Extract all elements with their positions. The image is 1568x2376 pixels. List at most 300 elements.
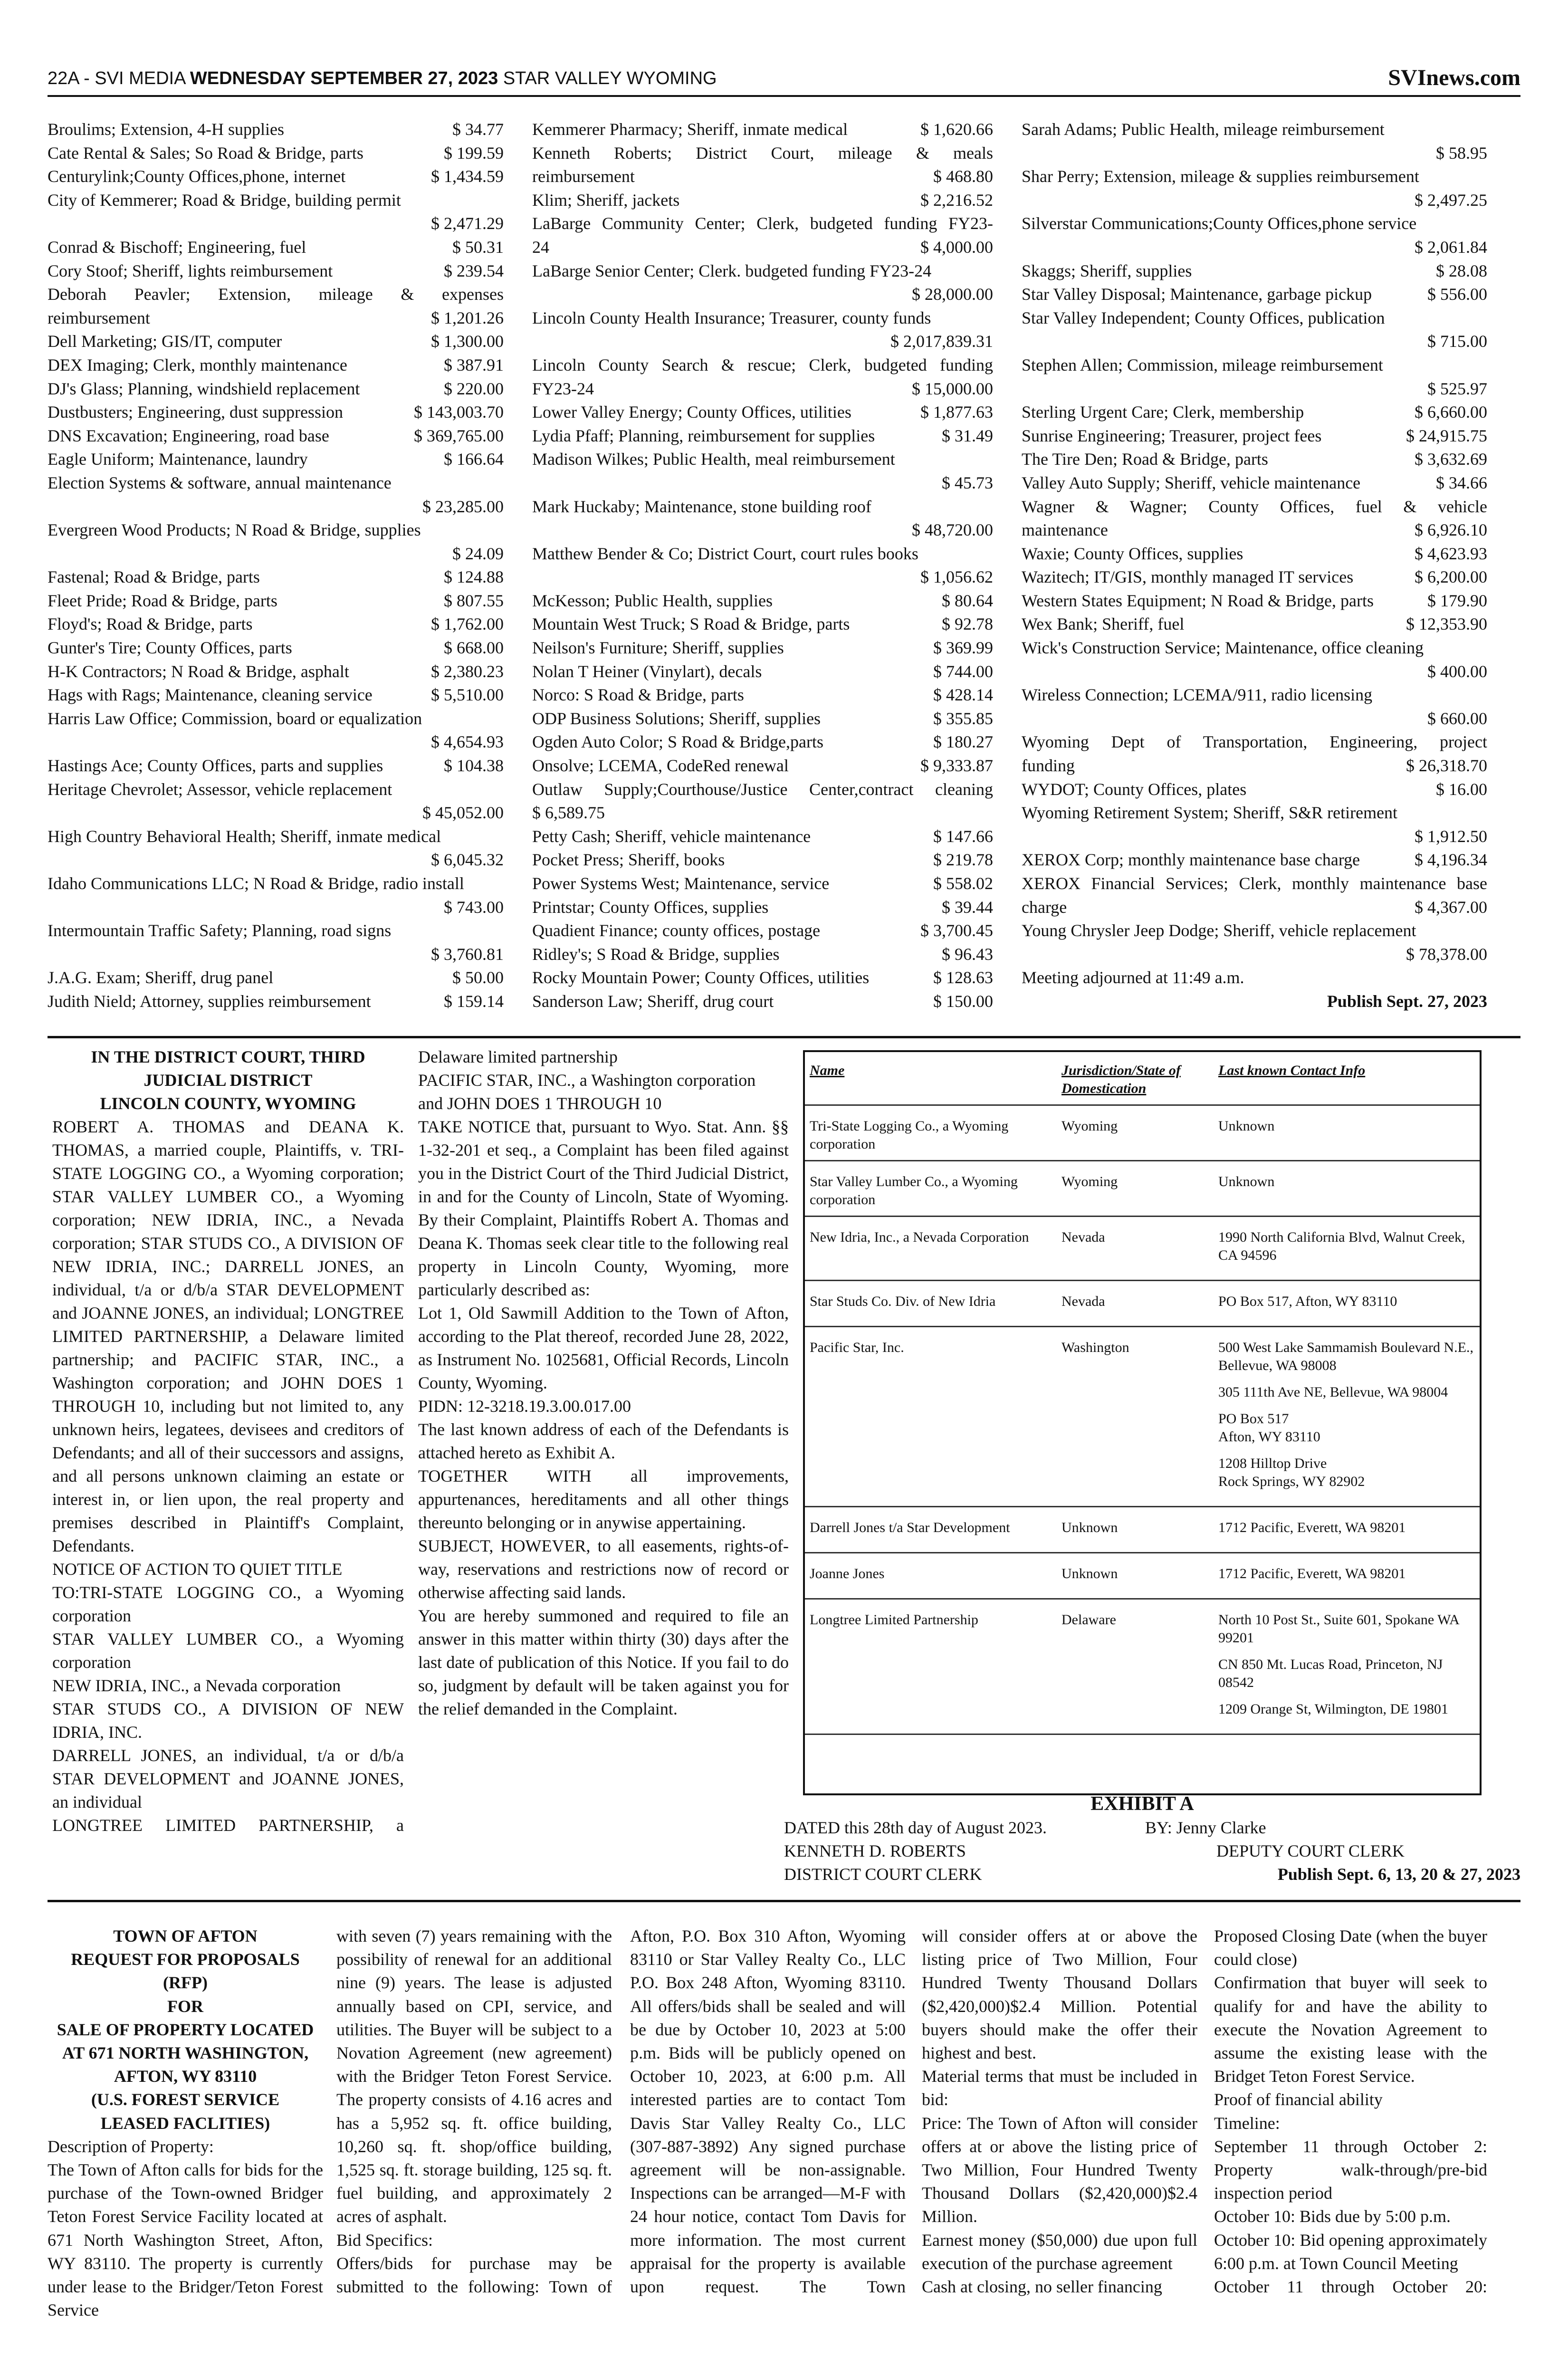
rfp-paragraph: will consider offers at or above the listing price of Two Million, Four Hundred Twenty Thousand Dollars ($2,420,000)$2.4 Million. Potential buyers should make the offer their highest and best. bbox=[922, 1926, 1197, 2063]
court-paragraph: Delaware limited partnership bbox=[418, 1047, 618, 1066]
rfp-paragraph: Proof of financial ability bbox=[1214, 2090, 1383, 2109]
bill-entry bbox=[532, 636, 993, 660]
bill-entry-amount: $ 28.08 bbox=[1436, 261, 1487, 280]
bill-entry-amount: $ 50.00 bbox=[452, 968, 504, 987]
bill-entry-text: DNS Excavation; Engineering, road base bbox=[48, 426, 329, 445]
contact-address: 1712 Pacific, Everett, WA 98201 bbox=[1218, 1566, 1406, 1581]
bill-entry-amount: $ 525.97 bbox=[1427, 379, 1487, 398]
site-name[interactable]: SVInews.com bbox=[1388, 65, 1520, 90]
exhibit-header-contact: Last known Contact Info bbox=[1214, 1052, 1480, 1105]
bill-entry-text: Outlaw Supply;Courthouse/Justice Center,contract cleaning bbox=[532, 779, 993, 799]
bill-entry-text: High Country Behavioral Health; Sheriff, inmate medical bbox=[48, 826, 441, 846]
bill-entry-text: McKesson; Public Health, supplies bbox=[532, 591, 773, 610]
bill-entry-text: Sterling Urgent Care; Clerk, membership bbox=[1022, 402, 1304, 422]
bill-entry-text: Matthew Bender & Co; District Court, court rules books bbox=[532, 544, 918, 563]
bill-entry-amount: $ 166.64 bbox=[444, 450, 504, 469]
bill-entry-text: Wazitech; IT/GIS, monthly managed IT services bbox=[1022, 567, 1354, 587]
court-paragraph: and JOHN DOES 1 THROUGH 10 bbox=[418, 1094, 662, 1113]
bill-entry-amount: $ 2,497.25 bbox=[1415, 190, 1487, 210]
bill-entry bbox=[1022, 778, 1487, 802]
bill-entry-amount: $ 4,654.93 bbox=[431, 732, 504, 752]
bill-entry-amount: $ 807.55 bbox=[444, 591, 504, 610]
bill-entry bbox=[532, 377, 993, 401]
bill-entry bbox=[48, 259, 504, 283]
bill-entry-text: Wireless Connection; LCEMA/911, radio licensing bbox=[1022, 685, 1373, 705]
header-dateline bbox=[48, 68, 717, 89]
court-heading-line: JUDICIAL DISTRICT bbox=[143, 1071, 313, 1090]
bill-entry-text: Fleet Pride; Road & Bridge, parts bbox=[48, 591, 277, 610]
rfp-paragraph: September 11 through October 2: Property walk-through/pre-bid inspection period bbox=[1214, 2136, 1487, 2203]
bill-entry-text: Sunrise Engineering; Treasurer, project fees bbox=[1022, 426, 1322, 445]
bill-entry-text: Western States Equipment; N Road & Bridge, parts bbox=[1022, 591, 1374, 610]
bill-entry-amount: $ 6,660.00 bbox=[1415, 402, 1487, 422]
bill-entry-text: J.A.G. Exam; Sheriff, drug panel bbox=[48, 968, 274, 987]
exhibit-cell-contact bbox=[1214, 1507, 1480, 1553]
bill-entry-text: Deborah Peavler; Extension, mileage & expenses bbox=[48, 285, 504, 304]
bill-entry bbox=[532, 589, 993, 613]
bill-entry-amount: $ 5,510.00 bbox=[431, 685, 504, 705]
court-paragraph: TO:TRI-STATE LOGGING CO., a Wyoming corporation bbox=[52, 1583, 404, 1625]
rfp-paragraph: Offers/bids for purchase may be submitted to the following: Town of bbox=[336, 2253, 612, 2297]
bill-entry-amount: $ 239.54 bbox=[444, 261, 504, 280]
bill-entry bbox=[48, 424, 504, 448]
bill-entry bbox=[48, 354, 504, 377]
bill-entry bbox=[48, 613, 504, 636]
bill-entry-amount: $ 58.95 bbox=[1436, 143, 1487, 163]
bill-entry-text: Ogden Auto Color; S Road & Bridge,parts bbox=[532, 732, 823, 752]
bill-entry-text: Petty Cash; Sheriff, vehicle maintenance bbox=[532, 826, 811, 846]
rfp-heading-line: LEASED FACLITIES) bbox=[100, 2113, 270, 2133]
bills-publish-line: Publish Sept. 27, 2023 bbox=[1327, 991, 1487, 1011]
exhibit-cell-contact bbox=[1214, 1105, 1480, 1161]
bill-entry bbox=[1022, 896, 1487, 920]
bill-entry-amount: $ 80.64 bbox=[942, 591, 993, 610]
bill-entry bbox=[532, 424, 993, 448]
bill-entry-text: Broulims; Extension, 4-H supplies bbox=[48, 120, 284, 139]
contact-address: 1712 Pacific, Everett, WA 98201 bbox=[1218, 1520, 1406, 1535]
bill-entry bbox=[532, 754, 993, 778]
rfp-paragraph: October 11 through October 20: bbox=[1214, 2277, 1487, 2297]
bill-entry bbox=[48, 330, 504, 354]
bill-entry bbox=[532, 896, 993, 920]
bill-entry-amount: $ 16.00 bbox=[1436, 779, 1487, 799]
court-paragraph: The last known address of each of the Defendants is attached hereto as Exhibit A. bbox=[418, 1420, 789, 1462]
bill-entry-amount: $ 3,632.69 bbox=[1415, 450, 1487, 469]
exhibit-cell-contact bbox=[1214, 1281, 1480, 1327]
bill-entry-text: The Tire Den; Road & Bridge, parts bbox=[1022, 450, 1268, 469]
section-divider bbox=[48, 1036, 1520, 1038]
bill-entry bbox=[532, 990, 993, 1014]
bill-entry-text: Young Chrysler Jeep Dodge; Sheriff, vehicle replacement bbox=[1022, 921, 1416, 940]
bill-entry-amount: $ 387.91 bbox=[444, 355, 504, 374]
rfp-paragraph: Earnest money ($50,000) due upon full execution of the purchase agreement bbox=[922, 2230, 1197, 2273]
bill-entry bbox=[1022, 589, 1487, 613]
bill-entry bbox=[1022, 518, 1487, 542]
bill-entry-amount: $ 23,285.00 bbox=[422, 497, 504, 516]
bill-entry-text: ODP Business Solutions; Sheriff, supplies bbox=[532, 709, 821, 728]
bill-entry-text: Quadient Finance; county offices, postage bbox=[532, 921, 821, 940]
bill-entry-amount: $ 4,196.34 bbox=[1415, 850, 1487, 870]
exhibit-cell-state: Delaware bbox=[1057, 1599, 1214, 1734]
exhibit-cell-state: Nevada bbox=[1057, 1281, 1214, 1327]
bill-entry-amount: $ 147.66 bbox=[933, 826, 993, 846]
bill-entry-amount: $ 159.14 bbox=[444, 991, 504, 1011]
bill-entry-amount: $ 2,380.23 bbox=[431, 661, 504, 681]
exhibit-cell-name: Tri-State Logging Co., a Wyoming corporation bbox=[805, 1105, 1057, 1161]
contact-address: CN 850 Mt. Lucas Road, Princeton, NJ 08542 bbox=[1218, 1657, 1443, 1690]
rfp-paragraph: Description of Property: bbox=[48, 2136, 214, 2156]
bill-entry bbox=[532, 919, 993, 943]
bill-entry-amount: $ 1,762.00 bbox=[431, 614, 504, 634]
location: STAR VALLEY WYOMING bbox=[498, 68, 717, 88]
bill-entry-text: Gunter's Tire; County Offices, parts bbox=[48, 638, 292, 658]
bill-entry-text: XEROX Financial Services; Clerk, monthly maintenance base bbox=[1022, 874, 1487, 893]
bill-entry-amount: $ 220.00 bbox=[444, 379, 504, 398]
bill-entry-text: Evergreen Wood Products; N Road & Bridge, supplies bbox=[48, 520, 421, 540]
exhibit-cell-name: Star Studs Co. Div. of New Idria bbox=[805, 1281, 1057, 1327]
contact-address: Unknown bbox=[1218, 1174, 1275, 1189]
bill-entry bbox=[1022, 848, 1487, 872]
bill-entry-text: Dustbusters; Engineering, dust suppression bbox=[48, 402, 343, 422]
bill-entry bbox=[48, 683, 504, 707]
court-paragraph: DARRELL JONES, an individual, t/a or d/b/a STAR DEVELOPMENT and JOANNE JONES, an individual bbox=[52, 1746, 404, 1811]
bill-entry-amount: $ 1,620.66 bbox=[920, 120, 993, 139]
bill-entry-text: Valley Auto Supply; Sheriff, vehicle maintenance bbox=[1022, 473, 1361, 492]
bill-entry-amount: $ 1,434.59 bbox=[431, 167, 504, 186]
bill-entry-text: Onsolve; LCEMA, CodeRed renewal bbox=[532, 756, 789, 776]
bill-entry bbox=[532, 683, 993, 707]
clerk-name: KENNETH D. ROBERTS bbox=[784, 1841, 966, 1860]
bill-entry bbox=[48, 118, 504, 142]
exhibit-cell-state: Unknown bbox=[1057, 1507, 1214, 1553]
rfp-paragraph: Proposed Closing Date (when the buyer could close) bbox=[1214, 1926, 1487, 1969]
bill-entry-text: Centurylink;County Offices,phone, internet bbox=[48, 167, 346, 186]
bill-entry-amount: $ 1,877.63 bbox=[920, 402, 993, 422]
bill-entry-amount: $ 104.38 bbox=[444, 756, 504, 776]
exhibit-table bbox=[805, 1052, 1480, 1735]
bill-entry-text: Lincoln County Health Insurance; Treasurer, county funds bbox=[532, 308, 931, 327]
bill-entry-amount: $ 558.02 bbox=[933, 874, 993, 893]
court-paragraph: PACIFIC STAR, INC., a Washington corporation bbox=[418, 1071, 756, 1090]
bill-entry-text: Cate Rental & Sales; So Road & Bridge, parts bbox=[48, 143, 363, 163]
bill-entry-amount: $ 34.66 bbox=[1436, 473, 1487, 492]
exhibit-cell-name: Star Valley Lumber Co., a Wyoming corporation bbox=[805, 1161, 1057, 1217]
bill-entry-text: Wyoming Dept of Transportation, Engineering, project bbox=[1022, 732, 1487, 752]
rfp-paragraph: Price: The Town of Afton will consider offers at or above the listing price of Two Million, Four Hundred Twenty Thousand Dollars ($2,420,000)$2.4 Million. bbox=[922, 2113, 1197, 2226]
court-paragraph: LONGTREE LIMITED PARTNERSHIP, a bbox=[52, 1816, 404, 1835]
rfp-paragraph: The Town of Afton calls for bids for the purchase of the Town-owned Bridger Teton Forest Service Facility located at 671 North Washington Street, Afton, WY 83110. The property is currently under lease to the Bridger/Teton Forest Service bbox=[48, 2160, 323, 2320]
bill-entry-text: Conrad & Bischoff; Engineering, fuel bbox=[48, 237, 306, 257]
contact-address: 1209 Orange St, Wilmington, DE 19801 bbox=[1218, 1701, 1449, 1717]
bill-entry bbox=[1022, 424, 1487, 448]
court-paragraph: ROBERT A. THOMAS and DEANA K. THOMAS, a married couple, Plaintiffs, v. TRI-STATE LOGGING CO., a Wyoming corporation; STAR VALLEY LUMBER CO., a Wyoming corporation; NEW IDRIA, INC., a Nevada corporation; STAR STUDS CO., A DIVISION OF NEW IDRIA, INC.; DARRELL JONES, an individual, t/a or d/b/a STAR DEVELOPMENT and JOANNE JONES, an individual; LONGTREE LIMITED PARTNERSHIP, a Delaware limited partnership; and PACIFIC STAR, INC., a Washington corporation; and JOHN DOES 1 THROUGH 10, including but not limited to, any unknown heirs, legatees, devisees and creditors of Defendants; and all of their successors and assigns, and all persons unknown claiming an estate or interest in, or lien upon, the real property and premises described in Plaintiff's Complaint, Defendants. bbox=[52, 1117, 404, 1555]
bill-entry-text: Wyoming Retirement System; Sheriff, S&R retirement bbox=[1022, 803, 1398, 823]
exhibit-cell-contact bbox=[1214, 1161, 1480, 1217]
rfp-column-5 bbox=[1214, 1925, 1487, 2299]
bill-entry bbox=[48, 448, 504, 471]
bill-entry-text: H-K Contractors; N Road & Bridge, asphalt bbox=[48, 661, 349, 681]
bill-entry-amount: $ 668.00 bbox=[444, 638, 504, 658]
rfp-paragraph: Material terms that must be included in bid: bbox=[922, 2067, 1197, 2109]
court-heading-line: LINCOLN COUNTY, WYOMING bbox=[100, 1094, 356, 1113]
bill-entry-amount: $ 2,061.84 bbox=[1415, 237, 1487, 257]
bill-entry-text: Harris Law Office; Commission, board or equalization bbox=[48, 709, 422, 728]
bill-entry-amount: $ 2,471.29 bbox=[431, 214, 504, 233]
bill-entry-text: LaBarge Community Center; Clerk, budgeted funding FY23- bbox=[532, 214, 993, 233]
bill-entry-amount: $ 556.00 bbox=[1427, 285, 1487, 304]
bills-column-3-list bbox=[1022, 118, 1487, 966]
rfp-heading-line: AFTON, WY 83110 bbox=[114, 2067, 257, 2086]
bill-entry-text: Mountain West Truck; S Road & Bridge, parts bbox=[532, 614, 850, 634]
bill-entry-text: Nolan T Heiner (Vinylart), decals bbox=[532, 661, 762, 681]
bill-entry-text: Heritage Chevrolet; Assessor, vehicle replacement bbox=[48, 779, 392, 799]
bill-entry bbox=[48, 589, 504, 613]
bill-entry-text: Election Systems & software, annual maintenance bbox=[48, 473, 392, 492]
contact-address: Unknown bbox=[1218, 1118, 1275, 1134]
bill-entry-amount: $ 34.77 bbox=[452, 120, 504, 139]
exhibit-rows bbox=[805, 1105, 1480, 1734]
bill-entry bbox=[48, 565, 504, 589]
section-divider bbox=[48, 1900, 1520, 1902]
bill-entry bbox=[1022, 613, 1487, 636]
bill-entry-text: DEX Imaging; Clerk, monthly maintenance bbox=[48, 355, 347, 374]
rfp-paragraph: October 10: Bid opening approximately 6:00 p.m. at Town Council Meeting bbox=[1214, 2230, 1487, 2273]
bill-entry-text: Idaho Communications LLC; N Road & Bridge, radio install bbox=[48, 874, 464, 893]
bill-entry-amount: $ 3,700.45 bbox=[920, 921, 993, 940]
bill-entry bbox=[532, 236, 993, 259]
rfp-column-2 bbox=[336, 1925, 612, 2299]
rfp-column-1 bbox=[48, 1925, 323, 2322]
bill-entry-text: Pocket Press; Sheriff, books bbox=[532, 850, 725, 870]
bill-entry-text: Shar Perry; Extension, mileage & supplies reimbursement bbox=[1022, 167, 1419, 186]
bill-entry bbox=[532, 613, 993, 636]
rfp-column-3 bbox=[630, 1925, 906, 2299]
exhibit-cell-contact bbox=[1214, 1553, 1480, 1599]
bill-entry-text: Klim; Sheriff, jackets bbox=[532, 190, 680, 210]
bill-entry-text: Sarah Adams; Public Health, mileage reimbursement bbox=[1022, 120, 1385, 139]
bill-entry-amount: $ 744.00 bbox=[933, 661, 993, 681]
bill-entry-amount: $ 45,052.00 bbox=[422, 803, 504, 823]
bill-entry-text: Judith Nield; Attorney, supplies reimbursement bbox=[48, 991, 371, 1011]
bill-entry-text: Star Valley Disposal; Maintenance, garbage pickup bbox=[1022, 285, 1372, 304]
bill-entry-text: reimbursement bbox=[532, 167, 635, 186]
court-notice-column-1 bbox=[52, 1045, 404, 1837]
bill-entry-text: Lincoln County Search & rescue; Clerk, budgeted funding bbox=[532, 355, 993, 374]
bill-entry-amount: $ 150.00 bbox=[933, 991, 993, 1011]
court-paragraph: You are hereby summoned and required to file an answer in this matter within thirty (30) days after the last date of publication of this Notice. If you fail to do so, judgment by default will be taken against you for the relief demanded in the Complaint. bbox=[418, 1606, 789, 1718]
bill-entry bbox=[1022, 565, 1487, 589]
court-publish-line: Publish Sept. 6, 13, 20 & 27, 2023 bbox=[1277, 1865, 1520, 1884]
bill-entry-text: Neilson's Furniture; Sheriff, supplies bbox=[532, 638, 784, 658]
bill-entry bbox=[48, 401, 504, 424]
rfp-paragraph: Cash at closing, no seller financing bbox=[922, 2277, 1162, 2297]
exhibit-cell-state: Wyoming bbox=[1057, 1161, 1214, 1217]
bill-entry-amount: $ 6,045.32 bbox=[431, 850, 504, 870]
exhibit-row bbox=[805, 1161, 1480, 1217]
court-paragraph: NOTICE OF ACTION TO QUIET TITLE bbox=[52, 1560, 343, 1579]
dated-line: DATED this 28th day of August 2023. bbox=[784, 1818, 1047, 1837]
bill-entry-text: $ 6,589.75 bbox=[532, 803, 605, 823]
bill-entry bbox=[48, 966, 504, 990]
bill-entry-amount: $ 2,216.52 bbox=[920, 190, 993, 210]
bill-entry-text: Skaggs; Sheriff, supplies bbox=[1022, 261, 1192, 280]
bill-entry-text: Waxie; County Offices, supplies bbox=[1022, 544, 1243, 563]
exhibit-cell-state: Nevada bbox=[1057, 1217, 1214, 1281]
court-paragraph: NEW IDRIA, INC., a Nevada corporation bbox=[52, 1676, 341, 1695]
bills-column-2 bbox=[532, 118, 993, 1014]
exhibit-cell-name: Darrell Jones t/a Star Development bbox=[805, 1507, 1057, 1553]
bill-entry-text: funding bbox=[1022, 756, 1075, 776]
contact-address: 1208 Hilltop Drive Rock Springs, WY 82902 bbox=[1218, 1456, 1365, 1489]
bill-entry bbox=[532, 848, 993, 872]
bill-entry-amount: $ 48,720.00 bbox=[912, 520, 993, 540]
bill-entry-amount: $ 743.00 bbox=[444, 897, 504, 917]
exhibit-row bbox=[805, 1327, 1480, 1507]
bill-entry-amount: $ 369.99 bbox=[933, 638, 993, 658]
bill-entry-text: Wick's Construction Service; Maintenance, office cleaning bbox=[1022, 638, 1424, 658]
exhibit-cell-name: Longtree Limited Partnership bbox=[805, 1599, 1057, 1734]
bill-entry-text: Kenneth Roberts; District Court, mileage & meals bbox=[532, 143, 993, 163]
bill-entry-amount: $ 6,200.00 bbox=[1415, 567, 1487, 587]
exhibit-header-name: Name bbox=[805, 1052, 1057, 1105]
bill-entry-amount: $ 468.80 bbox=[933, 167, 993, 186]
bill-entry-text: Lower Valley Energy; County Offices, utilities bbox=[532, 402, 851, 422]
rfp-heading-line: (U.S. FOREST SERVICE bbox=[91, 2090, 280, 2109]
meeting-adjourned: Meeting adjourned at 11:49 a.m. bbox=[1022, 968, 1244, 987]
rfp-heading-line: FOR bbox=[167, 1996, 203, 2016]
exhibit-row bbox=[805, 1599, 1480, 1734]
bill-entry-amount: $ 9,333.87 bbox=[920, 756, 993, 776]
bill-entry-amount: $ 128.63 bbox=[933, 968, 993, 987]
bill-entry bbox=[532, 118, 993, 142]
bill-entry-text: Printstar; County Offices, supplies bbox=[532, 897, 769, 917]
bill-entry-text: Wex Bank; Sheriff, fuel bbox=[1022, 614, 1185, 634]
exhibit-title: EXHIBIT A bbox=[1090, 1793, 1194, 1815]
exhibit-cell-name: Joanne Jones bbox=[805, 1553, 1057, 1599]
bill-entry bbox=[532, 966, 993, 990]
bill-entry-text: Hags with Rags; Maintenance, cleaning service bbox=[48, 685, 373, 705]
bill-entry bbox=[532, 872, 993, 896]
bill-entry-amount: $ 31.49 bbox=[942, 426, 993, 445]
bill-entry bbox=[48, 636, 504, 660]
bill-entry-text: LaBarge Senior Center; Clerk. budgeted funding FY23-24 bbox=[532, 261, 932, 280]
bill-entry bbox=[1022, 401, 1487, 424]
bill-entry bbox=[532, 165, 993, 189]
bill-entry bbox=[532, 801, 993, 825]
bill-entry-amount: $ 4,367.00 bbox=[1415, 897, 1487, 917]
rfp-heading-line: AT 671 NORTH WASHINGTON, bbox=[62, 2043, 309, 2063]
bill-entry-text: Sanderson Law; Sheriff, drug court bbox=[532, 991, 774, 1011]
bill-entry bbox=[532, 660, 993, 684]
bill-entry bbox=[1022, 471, 1487, 495]
contact-address: PO Box 517, Afton, WY 83110 bbox=[1218, 1293, 1397, 1309]
bill-entry bbox=[48, 307, 504, 330]
bill-entry bbox=[48, 165, 504, 189]
bill-entry-text: Floyd's; Road & Bridge, parts bbox=[48, 614, 253, 634]
court-paragraph: STAR STUDS CO., A DIVISION OF NEW IDRIA, INC. bbox=[52, 1699, 404, 1742]
bill-entry-text: Stephen Allen; Commission, mileage reimbursement bbox=[1022, 355, 1383, 374]
bill-entry-text: Eagle Uniform; Maintenance, laundry bbox=[48, 450, 308, 469]
bill-entry-amount: $ 1,201.26 bbox=[431, 308, 504, 327]
contact-address: North 10 Post St., Suite 601, Spokane WA 99201 bbox=[1218, 1612, 1459, 1646]
bill-entry-amount: $ 179.90 bbox=[1427, 591, 1487, 610]
bill-entry-amount: $ 428.14 bbox=[933, 685, 993, 705]
bill-entry bbox=[1022, 754, 1487, 778]
court-paragraph: Lot 1, Old Sawmill Addition to the Town of Afton, according to the Plat thereof, recorded June 28, 2022, as Instrument No. 1025681, Official Records, Lincoln County, Wyoming. bbox=[418, 1303, 789, 1392]
rfp-heading-line: SALE OF PROPERTY LOCATED bbox=[57, 2020, 314, 2039]
exhibit-row bbox=[805, 1553, 1480, 1599]
bill-entry-text: Fastenal; Road & Bridge, parts bbox=[48, 567, 260, 587]
court-paragraph: TAKE NOTICE that, pursuant to Wyo. Stat. Ann. §§ 1-32-201 et seq., a Complaint has been filed against you in the District Court of the Third Judicial District, in and for the County of Lincoln, State of Wyoming. By their Complaint, Plaintiffs Robert A. Thomas and Deana K. Thomas seek clear title to the following real property in Lincoln County, Wyoming, more particularly described as: bbox=[418, 1117, 789, 1299]
bill-entry-amount: $ 26,318.70 bbox=[1406, 756, 1487, 776]
contact-address: 500 West Lake Sammamish Boulevard N.E., Bellevue, WA 98008 bbox=[1218, 1340, 1473, 1373]
bill-entry-amount: $ 4,000.00 bbox=[920, 237, 993, 257]
bill-entry-text: XEROX Corp; monthly maintenance base charge bbox=[1022, 850, 1360, 870]
bill-entry bbox=[1022, 542, 1487, 566]
bill-entry-amount: $ 219.78 bbox=[933, 850, 993, 870]
bill-entry-amount: $ 4,623.93 bbox=[1415, 544, 1487, 563]
court-notice-column-2 bbox=[418, 1045, 789, 1721]
page-prefix: 22A - SVI MEDIA bbox=[48, 68, 190, 88]
bill-entry bbox=[48, 377, 504, 401]
bill-entry bbox=[48, 142, 504, 165]
exhibit-a-table bbox=[803, 1050, 1482, 1795]
bill-entry-text: Wagner & Wagner; County Offices, fuel & vehicle bbox=[1022, 497, 1487, 516]
bill-entry-text: FY23-24 bbox=[532, 379, 594, 398]
exhibit-header-row bbox=[805, 1052, 1480, 1105]
exhibit-row bbox=[805, 1105, 1480, 1161]
court-paragraph: TOGETHER WITH all improvements, appurtenances, hereditaments and all other things thereunto belonging or in anywise appertaining. bbox=[418, 1466, 789, 1532]
bill-entry-text: Star Valley Independent; County Offices, publication bbox=[1022, 308, 1385, 327]
court-paragraph: STAR VALLEY LUMBER CO., a Wyoming corporation bbox=[52, 1629, 404, 1672]
bill-entry bbox=[532, 730, 993, 754]
exhibit-cell-contact bbox=[1214, 1327, 1480, 1507]
bill-entry-amount: $ 50.31 bbox=[452, 237, 504, 257]
bill-entry-text: Dell Marketing; GIS/IT, computer bbox=[48, 332, 282, 351]
rfp-heading-line: REQUEST FOR PROPOSALS bbox=[71, 1950, 300, 1969]
bill-entry bbox=[1022, 283, 1487, 307]
rfp-column-4 bbox=[922, 1925, 1197, 2299]
bills-column-3 bbox=[1022, 118, 1487, 1014]
bill-entry-text: 24 bbox=[532, 237, 549, 257]
bill-entry-amount: $ 24,915.75 bbox=[1406, 426, 1487, 445]
bill-entry-amount: $ 1,300.00 bbox=[431, 332, 504, 351]
bill-entry bbox=[532, 707, 993, 731]
bill-entry-amount: $ 78,378.00 bbox=[1406, 944, 1487, 964]
by-clerk-line: BY: Jenny Clarke bbox=[1145, 1818, 1266, 1837]
bill-entry bbox=[532, 189, 993, 212]
deputy-title: DEPUTY COURT CLERK bbox=[1216, 1841, 1405, 1860]
bill-entry-text: reimbursement bbox=[48, 308, 150, 327]
contact-address: 305 111th Ave NE, Bellevue, WA 98004 bbox=[1218, 1384, 1448, 1400]
exhibit-cell-name: Pacific Star, Inc. bbox=[805, 1327, 1057, 1507]
bill-entry-amount: $ 180.27 bbox=[933, 732, 993, 752]
clerk-title: DISTRICT COURT CLERK bbox=[784, 1865, 982, 1884]
bill-entry-amount: $ 1,056.62 bbox=[920, 567, 993, 587]
bill-entry-amount: $ 124.88 bbox=[444, 567, 504, 587]
bill-entry-text: Ridley's; S Road & Bridge, supplies bbox=[532, 944, 780, 964]
contact-address: PO Box 517 Afton, WY 83110 bbox=[1218, 1411, 1320, 1445]
bill-entry-text: maintenance bbox=[1022, 520, 1108, 540]
exhibit-cell-state: Washington bbox=[1057, 1327, 1214, 1507]
bill-entry-amount: $ 660.00 bbox=[1427, 709, 1487, 728]
rfp-paragraph: Confirmation that buyer will seek to qualify for and have the ability to execute the Novation Agreement to assume the existing lease with the Bridget Teton Forest Service. bbox=[1214, 1973, 1487, 2086]
exhibit-row bbox=[805, 1281, 1480, 1327]
bill-entry-amount: $ 1,912.50 bbox=[1415, 826, 1487, 846]
bill-entry bbox=[1022, 448, 1487, 471]
court-paragraph: PIDN: 12-3218.19.3.00.017.00 bbox=[418, 1397, 631, 1416]
exhibit-header-state: Jurisdiction/State of Domestication bbox=[1057, 1052, 1214, 1105]
